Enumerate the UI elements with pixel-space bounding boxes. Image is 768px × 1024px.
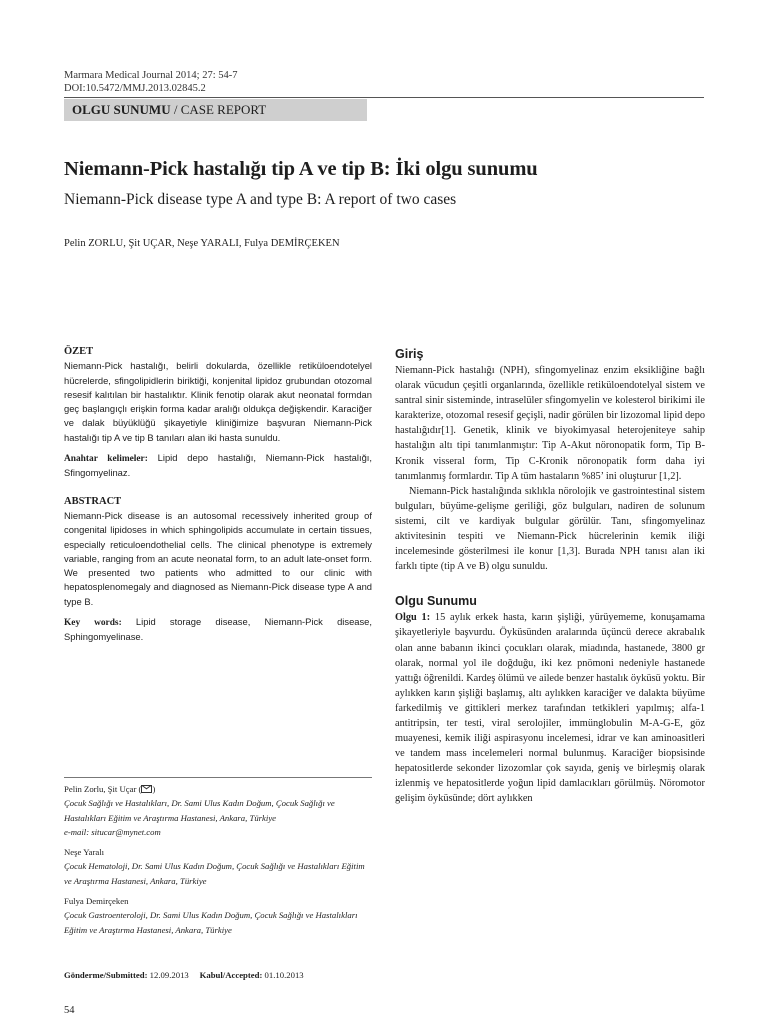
corresponding-email[interactable]: e-mail: situcar@mynet.com bbox=[64, 826, 161, 837]
submitted-date: 12.09.2013 bbox=[147, 970, 189, 980]
article-title: Niemann-Pick hastalığı tip A ve tip B: İki olgu sunumu bbox=[64, 158, 538, 180]
abstract-keywords bbox=[64, 615, 372, 645]
ozet-heading: ÖZET bbox=[64, 346, 94, 357]
accepted-label: Kabul/Accepted: bbox=[199, 970, 263, 980]
olgu-label: Olgu 1: bbox=[395, 612, 431, 624]
affiliation-2-institution: Çocuk Hematoloji, Dr. Sami Ulus Kadın Doğum, Çocuk Sağlığı ve Hastalıkları Eğitim ve Araştırma Hastanesi, Ankara, Türkiye bbox=[64, 861, 365, 886]
abstract-keywords-label: Key words: bbox=[64, 618, 122, 629]
affiliation-1-name-end: ) bbox=[152, 784, 156, 794]
giris-heading: Giriş bbox=[395, 347, 424, 361]
abstract-heading: ABSTRACT bbox=[64, 495, 122, 507]
affiliation-1-name: Pelin Zorlu, Şit Uçar ( bbox=[64, 784, 142, 794]
header-divider bbox=[64, 97, 704, 98]
affiliation-3-institution: Çocuk Gastroenteroloji, Dr. Sami Ulus Kadın Doğum, Çocuk Sağlığı ve Hastalıkları Eğitim ve Araştırma Hastanesi, Ankara, Türkiye bbox=[64, 910, 358, 935]
author-list: Pelin ZORLU, Şit UÇAR, Neşe YARALI, Fulya DEMİRÇEKEN bbox=[64, 238, 340, 249]
article-subtitle: Niemann-Pick disease type A and type B: A report of two cases bbox=[64, 191, 457, 208]
abstract-column bbox=[64, 345, 372, 645]
affiliation-1-institution: Çocuk Sağlığı ve Hastalıkları, Dr. Sami Ulus Kadın Doğum, Çocuk Sağlığı ve Hastalıkları Eğitim ve Araştırma Hastanesi, Ankara, Türkiye bbox=[64, 798, 335, 823]
abstract-keywords-text: Lipid storage disease, Niemann-Pick disease, Sphingomyelinase. bbox=[64, 616, 372, 643]
submission-dates bbox=[64, 970, 304, 980]
section-label-rest: / CASE REPORT bbox=[170, 102, 267, 117]
olgu-paragraph bbox=[395, 610, 705, 806]
affiliation-3-name: Fulya Demirçeken bbox=[64, 896, 129, 907]
doi: DOI:10.5472/MMJ.2013.02845.2 bbox=[64, 83, 206, 94]
page-number: 54 bbox=[64, 1005, 75, 1016]
body-column bbox=[395, 345, 705, 807]
mail-icon bbox=[141, 785, 152, 793]
giris-paragraph-1: Niemann-Pick hastalığı (NPH), sfingomyelinaz enzim eksikliğine bağlı olarak vücudun çeşitli organlarında, özellikle retiküloendotelyal sistem ve santral sinir sisteminde, intraselüler sfingomyelin ve kolesterol birikimi ile karakterize, otozomal resesif geçişli, nadir görülen bir lizozomal lipid depo hastalığıdır[1]. Genetik, klinik ve biyokimyasal heterojeniteye sahip hastalığın altı tipi tanımlanmıştır: Tip A-Akut nöronopatik form, Tip B-Kronik visseral form, Tip C-Kronik nöronopatik form daha iyi tanımlanmış formlardır. Tip A tüm hastaların %85’ ini oluşturur [1,2]. bbox=[395, 365, 705, 482]
olgu-heading: Olgu Sunumu bbox=[395, 594, 477, 609]
ozet-keywords-label: Anahtar kelimeler: bbox=[64, 454, 148, 465]
affiliation-2-name: Neşe Yaralı bbox=[64, 847, 105, 858]
affiliation-1-authors bbox=[64, 782, 372, 796]
section-label-bold: OLGU SUNUMU bbox=[72, 102, 171, 117]
ozet-keywords bbox=[64, 451, 372, 481]
ozet-keywords-text: Lipid depo hastalığı, Niemann-Pick hastalığı, Sfingomyelinaz. bbox=[64, 452, 372, 479]
accepted-date: 01.10.2013 bbox=[262, 970, 304, 980]
olgu-text: 15 aylık erkek hasta, karın şişliği, yürüyememe, konuşamama şikayetleriyle başvurdu. Öyküsünden aralarında üçüncü derece akrabalık olan anne babanın ikinci çocukları olarak, miadında, hastanede, 3800 gr olarak, normal yol ile doğduğu, iki kez pnömoni nedeniyle hastanede yattığı öğrenildi. Kardeş ölümü ve ailede benzer hastalık öyküsü yoktu. Bir aylıkken karın şişliği başlamış, altı aylıkken karaciğer ve dalakta büyüme farkedilmiş ve gittikleri merkez tarafından tetkikleri yapılmış; alfa-1 antitripsin, ter testi, viral serolojiler, immünglobulin M-A-G-E, göz muayenesi, kemik iliği aspirasyonu incelemesi, idrar ve kan aminoasitleri ve tandem mass incelemeleri normal bulunmuş. Karaciğer biopsisinde hepatositlerde sekonder lizozomlar çok sayıda, geniş ve birleşmiş olarak izlenmiş ve hepatositlerde yoğun lipid damlacıkları görülmüş. Nöromotor gelişim öyküsünde; dört aylıkken bbox=[395, 612, 705, 805]
abstract-text: Niemann-Pick disease is an autosomal recessively inherited group of congenital lipidoses in which sphingolipids accumulate in certain tissues, especially reticuloendothelial cells. The clinical phenotype is extremely variable, ranging from an acute neonatal form, to an adult late-onset form. We presented two patients who admitted to our clinic with hepatosplenomegaly and diagnosed as Niemann-Pick disease type A and type B. bbox=[64, 509, 372, 607]
submitted-label: Gönderme/Submitted: bbox=[64, 970, 148, 980]
ozet-text: Niemann-Pick hastalığı, belirli dokularda, özellikle retiküloendotelyel hücrelerde, sfingolipidlerin biriktiği, konjenital lipidoz grubundan otozomal resesif kalıtılan bir hastalıktır. Klinik fenotip olarak akut neonatal formdan geç başlangıçlı erişkin forma kadar aralığı oldukça değişkendir. Karaciğer ve dalak büyüklüğü şikayetiyle kliniğimize başvuran Niemann-Pick hastalığı tip A ve tip B tanıları alan iki hasta sunuldu. bbox=[64, 360, 372, 443]
section-label bbox=[64, 99, 367, 121]
affiliation-divider bbox=[64, 777, 372, 778]
giris-paragraph-2: Niemann-Pick hastalığında sıklıkla nörolojik ve gastrointestinal sistem bulguları, büyüme-gelişme geriliği, göz bulguları, nadiren de solunum sistemi, cilt ve kardiyak bulgular görülür. Tanı, sfingomyelinaz aktivitesinin tespiti ve Niemann-Pick hücrelerinin kemik iliği incelemesinde gösterilmesi ile konur [1,3]. Burada NPH tanısı alan iki farklı tipte (tip A ve B) olgu sunuldu. bbox=[395, 485, 705, 573]
journal-citation: Marmara Medical Journal 2014; 27: 54-7 bbox=[64, 70, 238, 81]
affiliations bbox=[64, 782, 372, 937]
